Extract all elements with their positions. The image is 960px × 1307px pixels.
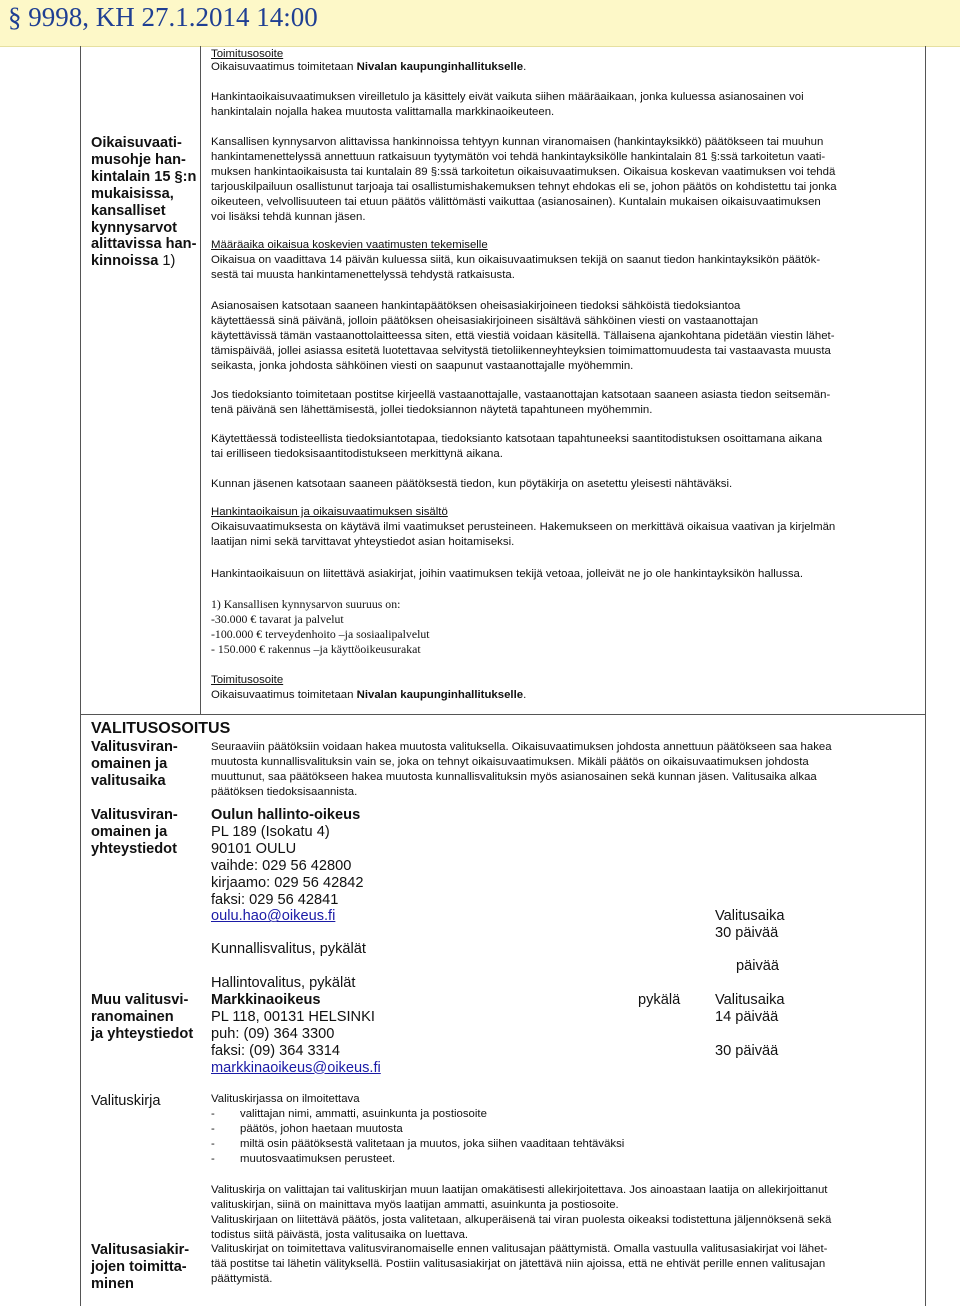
authority-label: Valitusviran- omainen ja valitusaika bbox=[91, 739, 178, 789]
market-period-label: Valitusaika bbox=[715, 992, 785, 1008]
intro-paragraph: Kansallisen kynnysarvon alittavissa hankinnoissa tehtyyn kunnan viranomaisen (hankintayksikkö) päätökseen tai muuhun hankintamenettelyssä annettuun ratkaisuun tyytymätön voi tehdä hankintayksikölle hankintalain 81 §:ssä tarkoitetun vaati- muksen hankintaoikaisusta tai kuntalain 89 §:ssä tarkoitetun oikaisuvaatimuksen. Oikaisua koskevan vaatimuksen voi tehdä tarjouskilpailuun osallistunut tarjoaja tai osallistumishakemuksen tehnyt ehdokas eli se, johon päätös on kohdistettu tai jonka oikeuteen, velvollisuuteen tai etuun päätös välittömästi vaikuttaa (asianosainen). Kuntalain mukaisen oikaisuvaatimuksen voi lisäksi tehdä kunnan jäsen. bbox=[211, 136, 837, 223]
receipt-paragraph: Käytettäessä todisteellista tiedoksiantotapaa, tiedoksianto katsotaan tapahtuneeksi saantitodistuksen osoittamana aikana tai erilliseen tiedoksisaantitodistukseen merkittynä aikana. bbox=[211, 433, 823, 460]
period-admin: päivää bbox=[736, 958, 780, 974]
market-section-label: pykälä bbox=[638, 992, 681, 1008]
note-paragraph: Hankintaoikaisuvaatimuksen vireilletulo ja käsittely eivät vaikuta siihen määräaikaan, jonka kuluessa asianosainen voi hankintalain nojalla hakea muutosta valittamalla markkinaoikeuteen. bbox=[211, 91, 804, 118]
appeal-heading: VALITUSOSOITUS bbox=[91, 720, 231, 737]
court-address: Oulun hallinto-oikeus PL 189 (Isokatu 4) 90101 OULU vaihde: 029 56 42800 kirjaamo: 029 56 42842 faksi: 029 56 42841 oulu.hao@oikeus.fi bbox=[211, 807, 364, 925]
left-border bbox=[80, 46, 81, 1306]
right-border bbox=[925, 46, 926, 1306]
authority-paragraph: Seuraaviin päätöksiin voidaan hakea muutosta valituksella. Oikaisuvaatimuksen johdosta annettuun päätökseen saa hakea muutosta kunnallisvalituksin vain se, joka on tehnyt oikaisuvaatimuksen. Mikäli päätös on oikaisuvaatimuksen johdosta muuttunut, saa päätökseen hakea muutosta kunnallisvalituksin myös asianosainen sekä kunnan jäsen. Valitusaika alkaa päätöksen tiedoksisaannista. bbox=[211, 741, 832, 798]
delivery-label-bottom: Toimitusosoite bbox=[211, 674, 284, 686]
column-divider bbox=[200, 46, 201, 714]
letter-intro: Valituskirjassa on ilmoitettava bbox=[211, 1093, 360, 1105]
period-municipal: 30 päivää bbox=[715, 925, 779, 941]
court-email-link[interactable]: oulu.hao@oikeus.fi bbox=[211, 908, 336, 925]
other-authority-label: Muu valitusvi- ranomainen ja yhteystiedot bbox=[91, 992, 194, 1042]
content-paragraph: Oikaisuvaatimuksesta on käytävä ilmi vaatimukset perusteineen. Hakemukseen on merkittävä oikaisua vaativan ja kirjelmän laatijan nimi sekä tarvittavat yhteystiedot asian hoitamiseksi. bbox=[211, 521, 836, 548]
header-bar bbox=[0, 0, 960, 47]
delivery-text-bottom: Oikaisuvaatimus toimitetaan Nivalan kaupunginhallitukselle. bbox=[211, 689, 527, 701]
threshold-footnote: 1) Kansallisen kynnysarvon suuruus on: -30.000 € tavarat ja palvelut -100.000 € terveydenhoito –ja sosiaalipalvelut - 150.000 € rakennus –ja käyttöoikeusurakat bbox=[211, 597, 430, 656]
mail-paragraph: Jos tiedoksianto toimitetaan postitse kirjeellä vastaanottajalle, vastaanottajan katsotaan saaneen asiasta tiedon seitsemän- tenä päivänä sen lähettämisestä, jollei tiedoksiannon näytetä tapahtuneen myöhemmin. bbox=[211, 389, 831, 416]
market-period-2: 30 päivää bbox=[715, 1043, 779, 1059]
delivery-label-top: Toimitusosoite bbox=[211, 48, 284, 60]
page-title: § 9998, KH 27.1.2014 14:00 bbox=[8, 2, 318, 32]
deadline-paragraph: Oikaisua on vaadittava 14 päivän kuluessa siitä, kun oikaisuvaatimuksen tekijä on saanut tiedon hankintayksikön päätök- sestä tai muusta hankintamenettelyssä tehdystä ratkaisusta. bbox=[211, 254, 821, 281]
notice-paragraph: Asianosaisen katsotaan saaneen hankintapäätöksen oheisasiakirjoineen tiedoksi sähköistä tiedoksiantoa käytettäessä sinä päivänä, jolloin päätöksen oheisasiakirjoineen sisältävä sähköinen viesti on vastaanottajan käytettävissä tämän vastaanottolaitteessa siten, että viestiä voidaan käsitellä. Tällaisena ajankohtana pidetään viestin lähet- tämispäivää, jollei asiassa esitetä luotettavaa selvitystä tietoliikenneyhteyksien toimimattomuudesta tai vastaavasta muusta seikasta, jonka johdosta sähköinen viesti on saapunut vastaanottajalle myöhemmin. bbox=[211, 300, 835, 372]
section-divider bbox=[80, 714, 925, 715]
contact-label: Valitusviran- omainen ja yhteystiedot bbox=[91, 807, 178, 857]
letter-paragraph: Valituskirja on valittajan tai valituskirjan muun laatijan omakätisesti allekirjoitettava. Jos ainoastaan laatija on allekirjoittanut valituskirjan, siinä on mainittava myös laatijan ammatti, asuinkunta ja postiosoite. Valituskirjaan on liitettävä päätös, josta valitetaan, alkuperäisenä tai viran puolesta oikeaksi todistettuna jäljennöksenä sekä todistus siitä päivästä, josta valitusaika on luettava. bbox=[211, 1184, 832, 1241]
deadline-heading: Määräaika oikaisua koskevien vaatimusten tekemiselle bbox=[211, 239, 488, 251]
period-label: Valitusaika bbox=[715, 908, 785, 924]
delivery-docs-label: Valitusasiakir- jojen toimitta- minen bbox=[91, 1242, 190, 1292]
content-heading: Hankintaoikaisun ja oikaisuvaatimuksen sisältö bbox=[211, 506, 448, 518]
market-court-address: Markkinaoikeus PL 118, 00131 HELSINKI puh: (09) 364 3300 faksi: (09) 364 3314 markkinaoikeus@oikeus.fi bbox=[211, 992, 381, 1076]
procurement-side-heading: Oikaisuvaati- musohje han- kintalain 15 §:n mukaisissa, kansalliset kynnysarvot alittavissa han- kinnoissa 1) bbox=[91, 135, 197, 270]
municipal-appeal-label: Kunnallisvalitus, pykälät bbox=[211, 941, 366, 957]
letter-list: - valittajan nimi, ammatti, asuinkunta ja postiosoite - päätös, johon haetaan muutosta - miltä osin päätöksestä valitetaan ja muutos, joka siihen vaaditaan tehtäväksi - muutosvaatimuksen perusteet. bbox=[211, 1108, 625, 1165]
administrative-appeal-label: Hallintovalitus, pykälät bbox=[211, 975, 356, 991]
delivery-docs-paragraph: Valituskirjat on toimitettava valitusviranomaiselle ennen valitusajan päättymistä. Omalla vastuulla valitusasiakirjat voi lähet- tää postitse tai lähetin välityksellä. Postiin valitusasiakirjat on jätettävä niin ajoissa, että ne ehtivät perille ennen valitusajan päättymistä. bbox=[211, 1243, 828, 1285]
delivery-text-top: Oikaisuvaatimus toimitetaan Nivalan kaupunginhallitukselle. bbox=[211, 61, 527, 73]
attachments-paragraph: Hankintaoikaisuun on liitettävä asiakirjat, joihin vaatimuksen tekijä vetoaa, jolleivät ne jo ole hankintayksikön hallussa. bbox=[211, 568, 804, 580]
member-paragraph: Kunnan jäsenen katsotaan saaneen päätöksestä tiedon, kun pöytäkirja on asetettu yleisesti nähtäväksi. bbox=[211, 478, 733, 490]
market-period-1: 14 päivää bbox=[715, 1009, 779, 1025]
market-court-email-link[interactable]: markkinaoikeus@oikeus.fi bbox=[211, 1059, 381, 1076]
letter-label: Valituskirja bbox=[91, 1093, 161, 1109]
